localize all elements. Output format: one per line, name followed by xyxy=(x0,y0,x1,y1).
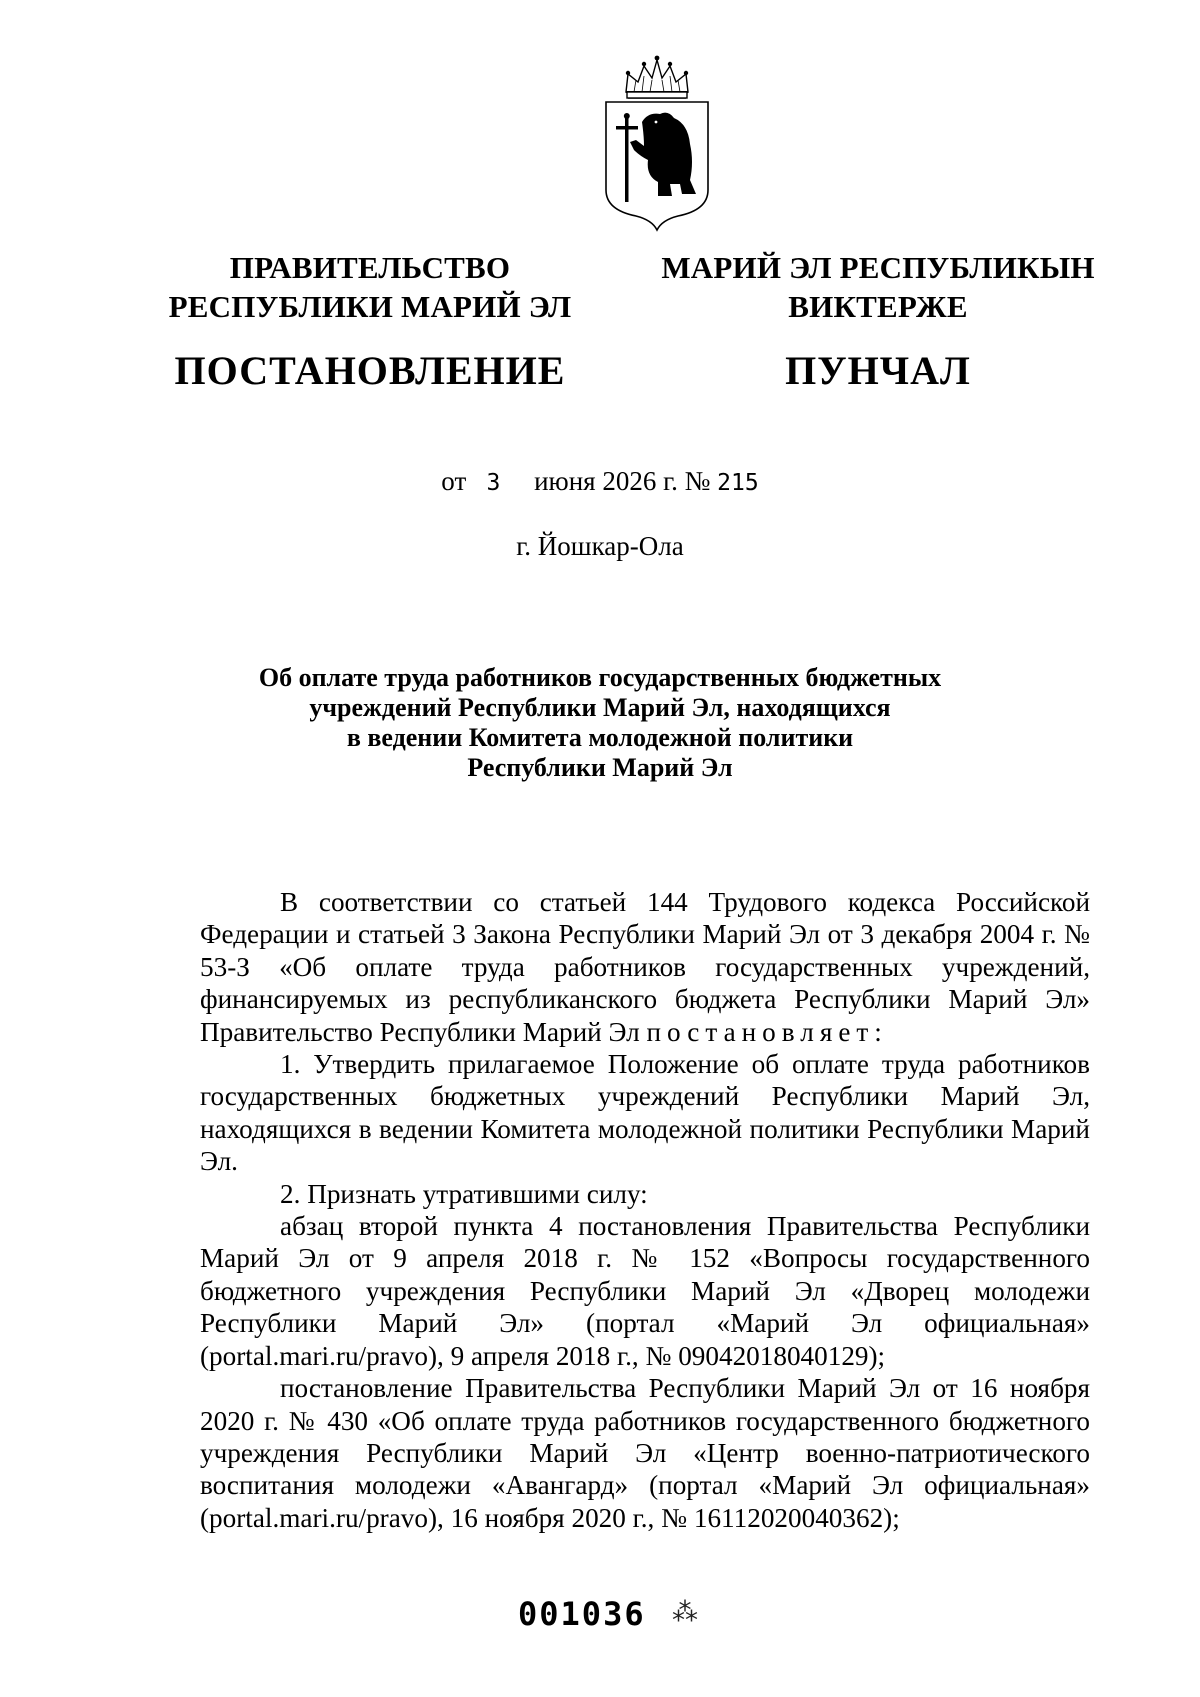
date-line xyxy=(0,466,1200,497)
date-day: 3 xyxy=(486,470,501,496)
paragraph-item-1: 1. Утвердить прилагаемое Положение об оплате труда работников государственных бюджетных учреждений Республики Марий Эл, находящихся в ведении Комитета молодежной политики Республики Марий Эл. xyxy=(200,1049,1090,1177)
document-number: 215 xyxy=(717,470,759,496)
paragraph-repeal-2: постановление Правительства Республики Марий Эл от 16 ноября 2020 г. № 430 «Об оплате труда работников государственного бюджетного учреждения Республики Марий Эл «Центр военно-патриотического воспитания молодежи «Авангард» (портал «Марий Эл официальная» (portal.mari.ru/pravo), 16 ноября 2020 г., № 16112020040362); xyxy=(200,1373,1090,1533)
document-body xyxy=(200,886,1090,1534)
title-line: учреждений Республики Марий Эл, находящихся xyxy=(309,693,891,722)
header-left xyxy=(130,248,610,394)
doc-kind-mari: ПУНЧАЛ xyxy=(785,348,971,393)
preamble-text: В соответствии со статьей 144 Трудового кодекса Российской Федерации и статьей 3 Закона Республики Марий Эл от 3 декабря 2004 г. № 53-З «Об оплате труда работников государственных учреждений, финансируемых из республиканского бюджета Республики Марий Эл» Правительство Республики Марий Эл xyxy=(200,887,1090,1047)
serial-number: 001036 xyxy=(518,1595,646,1633)
date-prefix: от xyxy=(441,466,467,496)
title-line: в ведении Комитета молодежной политики xyxy=(346,723,854,752)
asterisk-mark-icon: ⁂ xyxy=(672,1598,698,1627)
title-line: Об оплате труда работников государственных бюджетных xyxy=(258,663,942,692)
header-right xyxy=(638,248,1118,394)
org-name-mari-line2: ВИКТЕРЖЕ xyxy=(788,289,968,324)
org-name-mari-line1: МАРИЙ ЭЛ РЕСПУБЛИКЫН xyxy=(661,250,1095,285)
document-title xyxy=(200,663,1000,783)
org-name-ru-line1: ПРАВИТЕЛЬСТВО xyxy=(229,250,511,285)
paragraph-item-2: 2. Признать утратившими силу: xyxy=(280,1178,648,1209)
coat-of-arms-bear-sword-icon xyxy=(598,52,716,234)
decree-verb: постановляет: xyxy=(646,1016,888,1047)
paragraph-repeal-1: абзац второй пункта 4 постановления Правительства Республики Марий Эл от 9 апреля 2018 г. № 152 «Вопросы государственного бюджетного учреждения Республики Марий Эл «Дворец молодежи Республики Марий Эл» (портал «Марий Эл официальная» (portal.mari.ru/pravo), 9 апреля 2018 г., № 09042018040129); xyxy=(200,1211,1090,1371)
date-month-year: июня 2026 г. № xyxy=(534,466,711,496)
org-name-ru-line2: РЕСПУБЛИКИ МАРИЙ ЭЛ xyxy=(168,289,572,324)
paragraph-preamble xyxy=(200,886,1090,1048)
city: г. Йошкар-Ола xyxy=(516,531,684,561)
doc-kind-ru: ПОСТАНОВЛЕНИЕ xyxy=(174,348,566,393)
title-line: Республики Марий Эл xyxy=(467,753,733,782)
